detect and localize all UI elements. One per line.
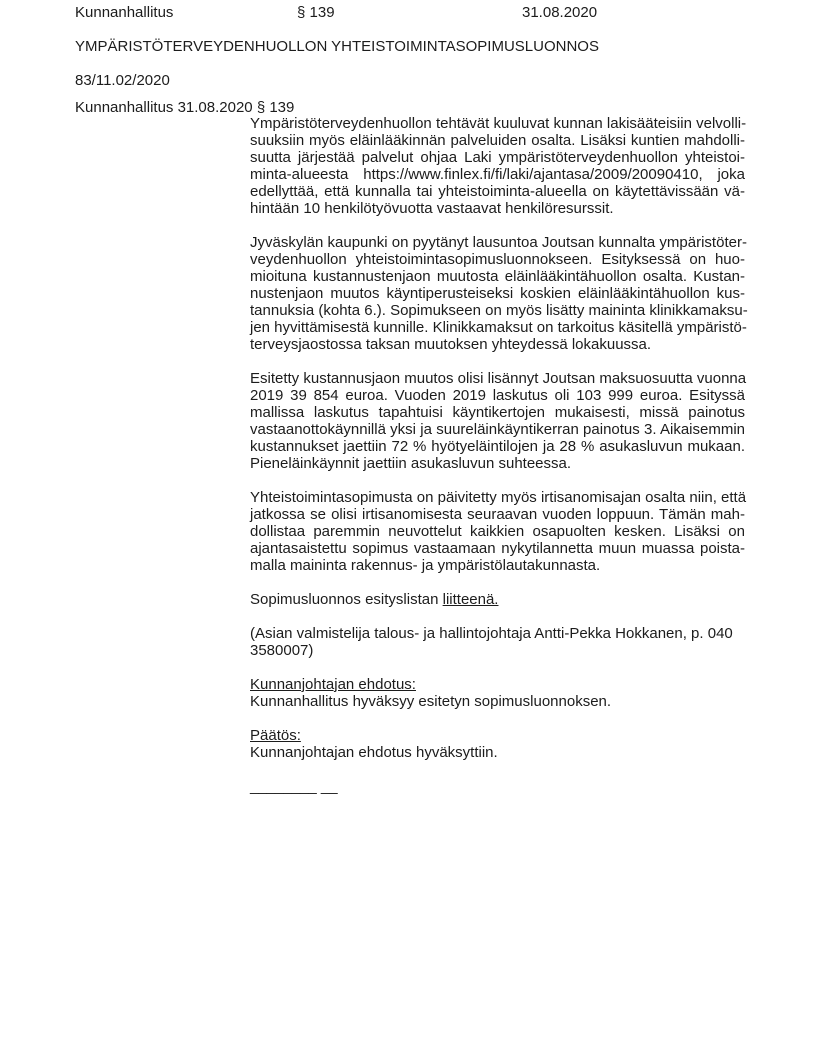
text-line: Ympäristöterveydenhuollon tehtävät kuuluvat kunnan lakisääteisiin velvolli- bbox=[250, 115, 747, 132]
text-line: Esitetty kustannusjaon muutos olisi lisännyt Joutsan maksuosuutta vuonna bbox=[250, 370, 747, 387]
text-line: suuksiin myös eläinlääkinnän palveluiden osalta. Lisäksi kuntien mahdolli- bbox=[250, 132, 745, 149]
text-line: Jyväskylän kaupunki on pyytänyt lausuntoa Joutsan kunnalta ympäristöter- bbox=[250, 234, 747, 251]
text-line: mioituna kustannustenjaon muutosta eläinlääkintähuollon osalta. Kustan- bbox=[250, 268, 745, 285]
attachment-note-prefix: Sopimusluonnos esityslistan bbox=[250, 591, 443, 608]
text-run: minta-alueesta bbox=[250, 166, 364, 183]
text-line: jatkossa se olisi irtisanomisesta seuraavan vuoden loppuun. Tämän mah- bbox=[250, 506, 745, 523]
decision-text: Kunnanjohtajan ehdotus hyväksyttiin. bbox=[250, 744, 498, 761]
header-section-number: § 139 bbox=[297, 4, 335, 21]
body-paragraph-3 bbox=[250, 370, 745, 472]
body-paragraph-4 bbox=[250, 489, 745, 574]
text-run: , joka bbox=[698, 166, 745, 183]
text-line: 3580007) bbox=[250, 642, 314, 659]
finlex-url: https://www.finlex.fi/fi/laki/ajantasa/2009/20090410 bbox=[363, 166, 699, 183]
decision-section bbox=[250, 727, 745, 761]
body-paragraph-2 bbox=[250, 234, 748, 353]
body-heading: Kunnanhallitus 31.08.2020 § 139 bbox=[75, 99, 295, 116]
text-line: jen hyvittämisestä kunnille. Klinikkamaksut on tarkoitus käsitellä ympäristö- bbox=[250, 319, 747, 336]
attachment-note-underlined: liitteenä. bbox=[442, 591, 499, 608]
text-line: terveysjaostossa taksan muutoksen yhteydessä lokakuussa. bbox=[250, 336, 652, 353]
proposal-text: Kunnanhallitus hyväksyy esitetyn sopimusluonnoksen. bbox=[250, 693, 612, 710]
text-line: (Asian valmistelija talous- ja hallintojohtaja Antti-Pekka Hokkanen, p. 040 bbox=[250, 625, 733, 642]
text-line: kustannukset jaettiin 72 % hyötyeläintilojen ja 28 % asukasluvun mukaan. bbox=[250, 438, 745, 455]
text-line: mallissa laskutus tapahtuisi käyntikertojen mukaisesti, missä painotus bbox=[250, 404, 745, 421]
text-line: Yhteistoimintasopimusta on päivitetty myös irtisanomisajan osalta niin, että bbox=[250, 489, 747, 506]
text-line: nustenjaon muutos käyntiperusteiseksi koskien eläinlääkintähuollon kus- bbox=[250, 285, 745, 302]
header-date: 31.08.2020 bbox=[522, 4, 598, 21]
proposal-heading: Kunnanjohtajan ehdotus: bbox=[250, 676, 416, 693]
text-line: hintään 10 henkilötyövuotta vastaavat henkilöresurssit. bbox=[250, 200, 614, 217]
body-column bbox=[250, 115, 748, 795]
text-line: vastaanottokäynnillä yksi ja suureläinkäyntikerran painotus 3. Aikaisemmin bbox=[250, 421, 745, 438]
text-line: 2019 39 854 euroa. Vuoden 2019 laskutus oli 103 999 euroa. Esityssä bbox=[250, 387, 745, 404]
preparer-note bbox=[250, 625, 745, 659]
text-line bbox=[250, 166, 745, 183]
decision-heading: Päätös: bbox=[250, 727, 301, 744]
proposal-section bbox=[250, 676, 745, 710]
signature-line: ________ __ bbox=[250, 778, 338, 795]
text-line: ajantasaistettu sopimus vastaamaan nykytilannetta muun muassa poista- bbox=[250, 540, 745, 557]
text-line: Pieneläinkäynnit jaettiin asukasluvun suhteessa. bbox=[250, 455, 572, 472]
text-line: suutta järjestää palvelut ohjaa Laki ympäristöterveydenhuollon yhteistoi- bbox=[250, 149, 745, 166]
header-committee: Kunnanhallitus bbox=[75, 4, 174, 21]
text-line: veydenhuollon yhteistoimintasopimusluonnokseen. Esityksessä on huo- bbox=[250, 251, 745, 268]
document-title: YMPÄRISTÖTERVEYDENHUOLLON YHTEISTOIMINTASOPIMUSLUONNOS bbox=[75, 38, 599, 55]
attachment-note bbox=[250, 591, 745, 608]
body-paragraph-1 bbox=[250, 115, 745, 217]
diary-number: 83/11.02/2020 bbox=[75, 72, 170, 89]
text-line: dollistaa paremmin neuvottelut kaikkien osapuolten kesken. Lisäksi on bbox=[250, 523, 745, 540]
text-line: malla maininta rakennus- ja ympäristölautakunnasta. bbox=[250, 557, 601, 574]
text-line: tannuksia (kohta 6.). Sopimukseen on myös lisätty maininta klinikkamaksu- bbox=[250, 302, 748, 319]
text-line: edellyttää, että kunnalla tai yhteistoiminta-alueella on käytettävissään vä- bbox=[250, 183, 745, 200]
